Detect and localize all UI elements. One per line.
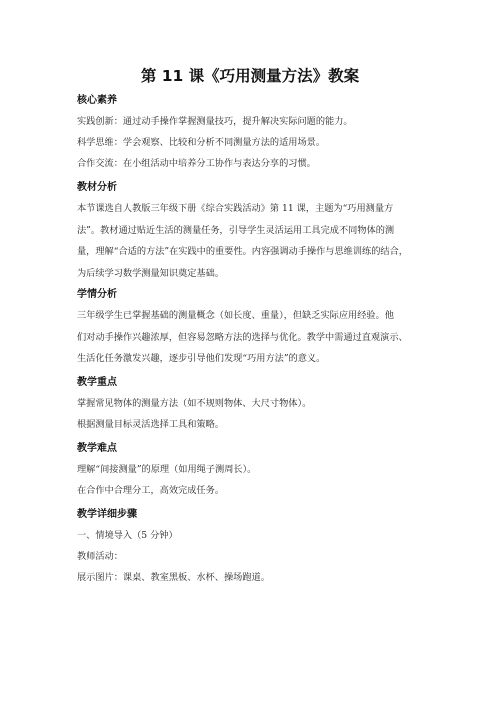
section-teaching-difficulty <box>77 442 429 498</box>
key-item: 掌握常见物体的测量方法（如不规则物体、大尺寸物体）。 <box>77 397 312 409</box>
section-teaching-steps <box>77 508 429 585</box>
section-heading-key: 教学重点 <box>77 376 117 388</box>
difficulty-item: 在合作中合理分工，高效完成任务。 <box>77 484 224 496</box>
learners-line: 三年级学生已掌握基础的测量概念（如长度、重量），但缺乏实际应用经验。他 <box>77 310 394 321</box>
material-line: 量，理解“合适的方法”在实践中的重要性。内容强调动手操作与思维训练的结合， <box>77 246 408 257</box>
section-heading-steps: 教学详细步骤 <box>77 508 137 520</box>
section-heading-material: 教材分析 <box>77 182 117 193</box>
material-paragraph <box>77 198 429 284</box>
section-core-literacy <box>77 94 429 171</box>
core-item: 合作交流：在小组活动中培养分工协作与表达分享的习惯。 <box>77 158 316 169</box>
section-heading-learners: 学情分析 <box>77 289 117 300</box>
step-item: 一、情境导入（5 分钟） <box>77 529 178 541</box>
material-line: 为后续学习数学测量知识奠定基础。 <box>77 267 224 279</box>
step-item: 教师活动： <box>77 550 123 562</box>
key-item: 根据测量目标灵活选择工具和策略。 <box>77 418 224 430</box>
difficulty-item: 理解“间接测量”的原理（如用绳子测周长）。 <box>77 463 257 475</box>
learners-paragraph <box>77 305 429 370</box>
section-material-analysis <box>77 181 429 284</box>
core-item: 科学思维：学会观察、比较和分析不同测量方法的适用场景。 <box>77 137 326 148</box>
document-body <box>77 94 429 585</box>
section-heading-difficulty: 教学难点 <box>77 442 117 454</box>
learners-line: 们对动手操作兴趣浓厚，但容易忽略方法的选择与优化。教学中需通过直观演示、 <box>77 331 408 343</box>
document-title: 第 11 课《巧用测量方法》教案 <box>140 67 360 85</box>
learners-line: 生活化任务激发兴趣，逐步引导他们发现“巧用方法”的意义。 <box>77 353 326 364</box>
section-learner-analysis <box>77 288 429 370</box>
core-item: 实践创新：通过动手操作掌握测量技巧，提升解决实际问题的能力。 <box>77 116 353 127</box>
section-heading-core: 核心素养 <box>77 95 117 106</box>
step-item: 展示图片：课桌、教室黑板、水杯、操场跑道。 <box>77 571 270 583</box>
section-teaching-key <box>77 376 429 432</box>
material-line: 本节课选自人教版三年级下册《综合实践活动》第 11 课，主题为“巧用测量方 <box>77 203 394 214</box>
material-line: 法”。教材通过贴近生活的测量任务，引导学生灵活运用工具完成不同物体的测 <box>77 224 395 236</box>
